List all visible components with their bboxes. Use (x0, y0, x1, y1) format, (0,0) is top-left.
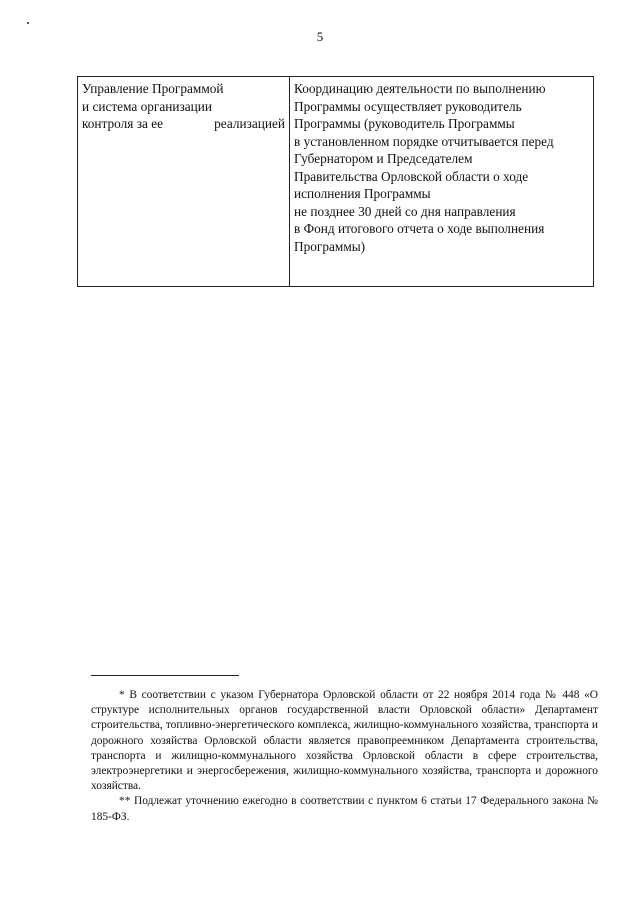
left-label-line-2: и система организации (82, 98, 213, 114)
table-row (78, 77, 594, 287)
right-text-line: Губернатором и Председателем (294, 151, 473, 166)
table-cell-left (78, 77, 290, 287)
footnotes (91, 688, 598, 825)
page-number: 5 (316, 29, 324, 44)
left-label-line-1: Управление Программой (82, 81, 224, 96)
right-text-line: Программы (руководитель Программы (294, 116, 515, 131)
right-text-line: в установленном порядке отчитывается перед (294, 133, 554, 149)
scan-dot (27, 22, 29, 24)
right-text-line: Программы) (294, 238, 366, 254)
program-table (77, 76, 594, 287)
right-text-line: не позднее 30 дней со дня направления (294, 203, 516, 219)
right-text-line: Программы осуществляет руководитель (294, 98, 522, 114)
right-text-line: Правительства Орловской области о ходе (294, 168, 529, 184)
right-text-line: Координацию деятельности по выполнению (294, 81, 546, 96)
left-label-line-3 (82, 115, 285, 133)
right-text-line: исполнения Программы (294, 186, 431, 201)
footnote-1: * В соответствии с указом Губернатора Орловской области от 22 ноября 2014 года № 448 «О структуре исполнительных органов государственной власти Орловской области» Департамент строительства, топливно-энергетического комплекса, жилищно-коммунального хозяйства, транспорта и дорожного хозяйства Орловской области является правопреемником Департамента строительства, транспорта и жилищно-коммунального хозяйства Орловской области в сфере строительства, электроэнергетики и энергосбережения, жилищно-коммунального хозяйства, транспорта и дорожного хозяйства. (91, 689, 598, 793)
right-text-line: в Фонд итогового отчета о ходе выполнения (294, 221, 545, 236)
footnote-2: ** Подлежат уточнению ежегодно в соответствии с пунктом 6 статьи 17 Федерального закона № 185-ФЗ. (91, 795, 598, 823)
footnote-separator (91, 675, 239, 676)
table-cell-right (290, 77, 594, 287)
left-label-line-3-end: реализацией (214, 116, 285, 131)
left-label-line-3-start: контроля за ее (82, 116, 164, 131)
